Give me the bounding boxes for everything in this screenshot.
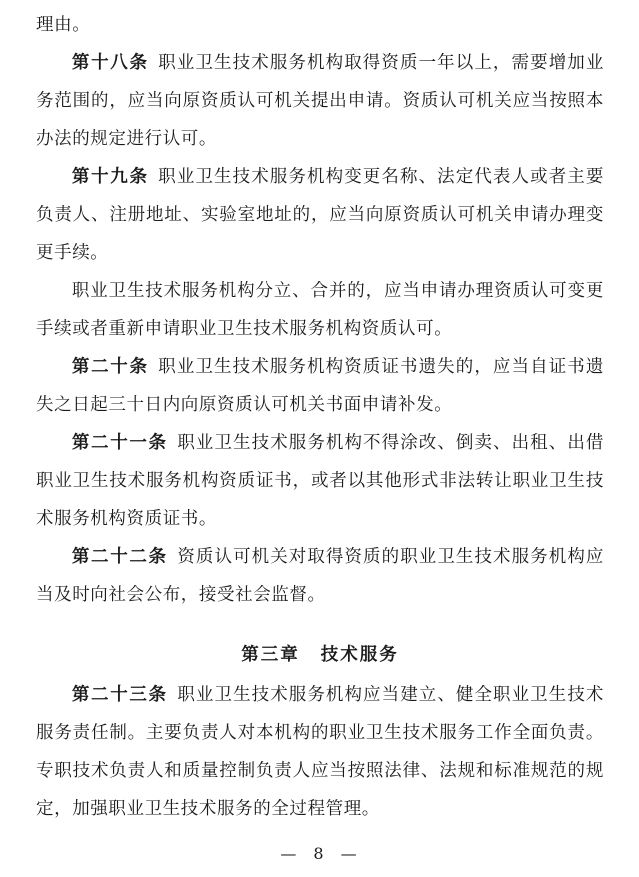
paragraph-article-23 xyxy=(36,676,604,828)
document-body xyxy=(36,6,604,828)
chapter-heading xyxy=(36,636,604,674)
article-label-20: 第二十条 xyxy=(71,357,149,377)
page-number xyxy=(0,844,639,863)
paragraph-text: 职业卫生技术服务机构取得资质一年以上，需要增加业务范围的，应当向原资质认可机关提出申请。资质认可机关应当按照本办法的规定进行认可。 xyxy=(36,53,604,149)
paragraph-text: 职业卫生技术服务机构应当建立、健全职业卫生技术服务责任制。主要负责人对本机构的职业卫生技术服务工作全面负责。专职技术负责人和质量控制负责人应当按照法律、法规和标准规范的规定，加强职业卫生技术服务的全过程管理。 xyxy=(36,685,604,819)
article-label-23: 第二十三条 xyxy=(71,685,168,705)
article-label-22: 第二十二条 xyxy=(71,547,168,567)
article-label-19: 第十九条 xyxy=(71,167,149,187)
paragraph-text: 职业卫生技术服务机构分立、合并的，应当申请办理资质认可变更手续或者重新申请职业卫生技术服务机构资质认可。 xyxy=(36,281,604,339)
article-label-18: 第十八条 xyxy=(71,53,149,73)
article-label-21: 第二十一条 xyxy=(71,433,168,453)
page-number-text: — 8 — xyxy=(280,844,363,863)
paragraph-article-18 xyxy=(36,44,604,158)
paragraph-text: 职业卫生技术服务机构资质证书遗失的，应当自证书遗失之日起三十日内向原资质认可机关书面申请补发。 xyxy=(36,357,604,415)
paragraph-text: 理由。 xyxy=(36,15,91,35)
paragraph-article-19 xyxy=(36,158,604,272)
chapter-number: 第三章 xyxy=(241,645,300,665)
paragraph-article-20 xyxy=(36,348,604,424)
paragraph-article-21 xyxy=(36,424,604,538)
paragraph-text: 资质认可机关对取得资质的职业卫生技术服务机构应当及时向社会公布，接受社会监督。 xyxy=(36,547,604,605)
paragraph-continuation xyxy=(36,6,604,44)
paragraph-article-22 xyxy=(36,538,604,614)
paragraph-text: 职业卫生技术服务机构不得涂改、倒卖、出租、出借职业卫生技术服务机构资质证书，或者以其他形式非法转让职业卫生技术服务机构资质证书。 xyxy=(36,433,604,529)
paragraph-text: 职业卫生技术服务机构变更名称、法定代表人或者主要负责人、注册地址、实验室地址的，应当向原资质认可机关申请办理变更手续。 xyxy=(36,167,604,263)
paragraph-article-19-second xyxy=(36,272,604,348)
chapter-title: 技术服务 xyxy=(320,645,399,665)
